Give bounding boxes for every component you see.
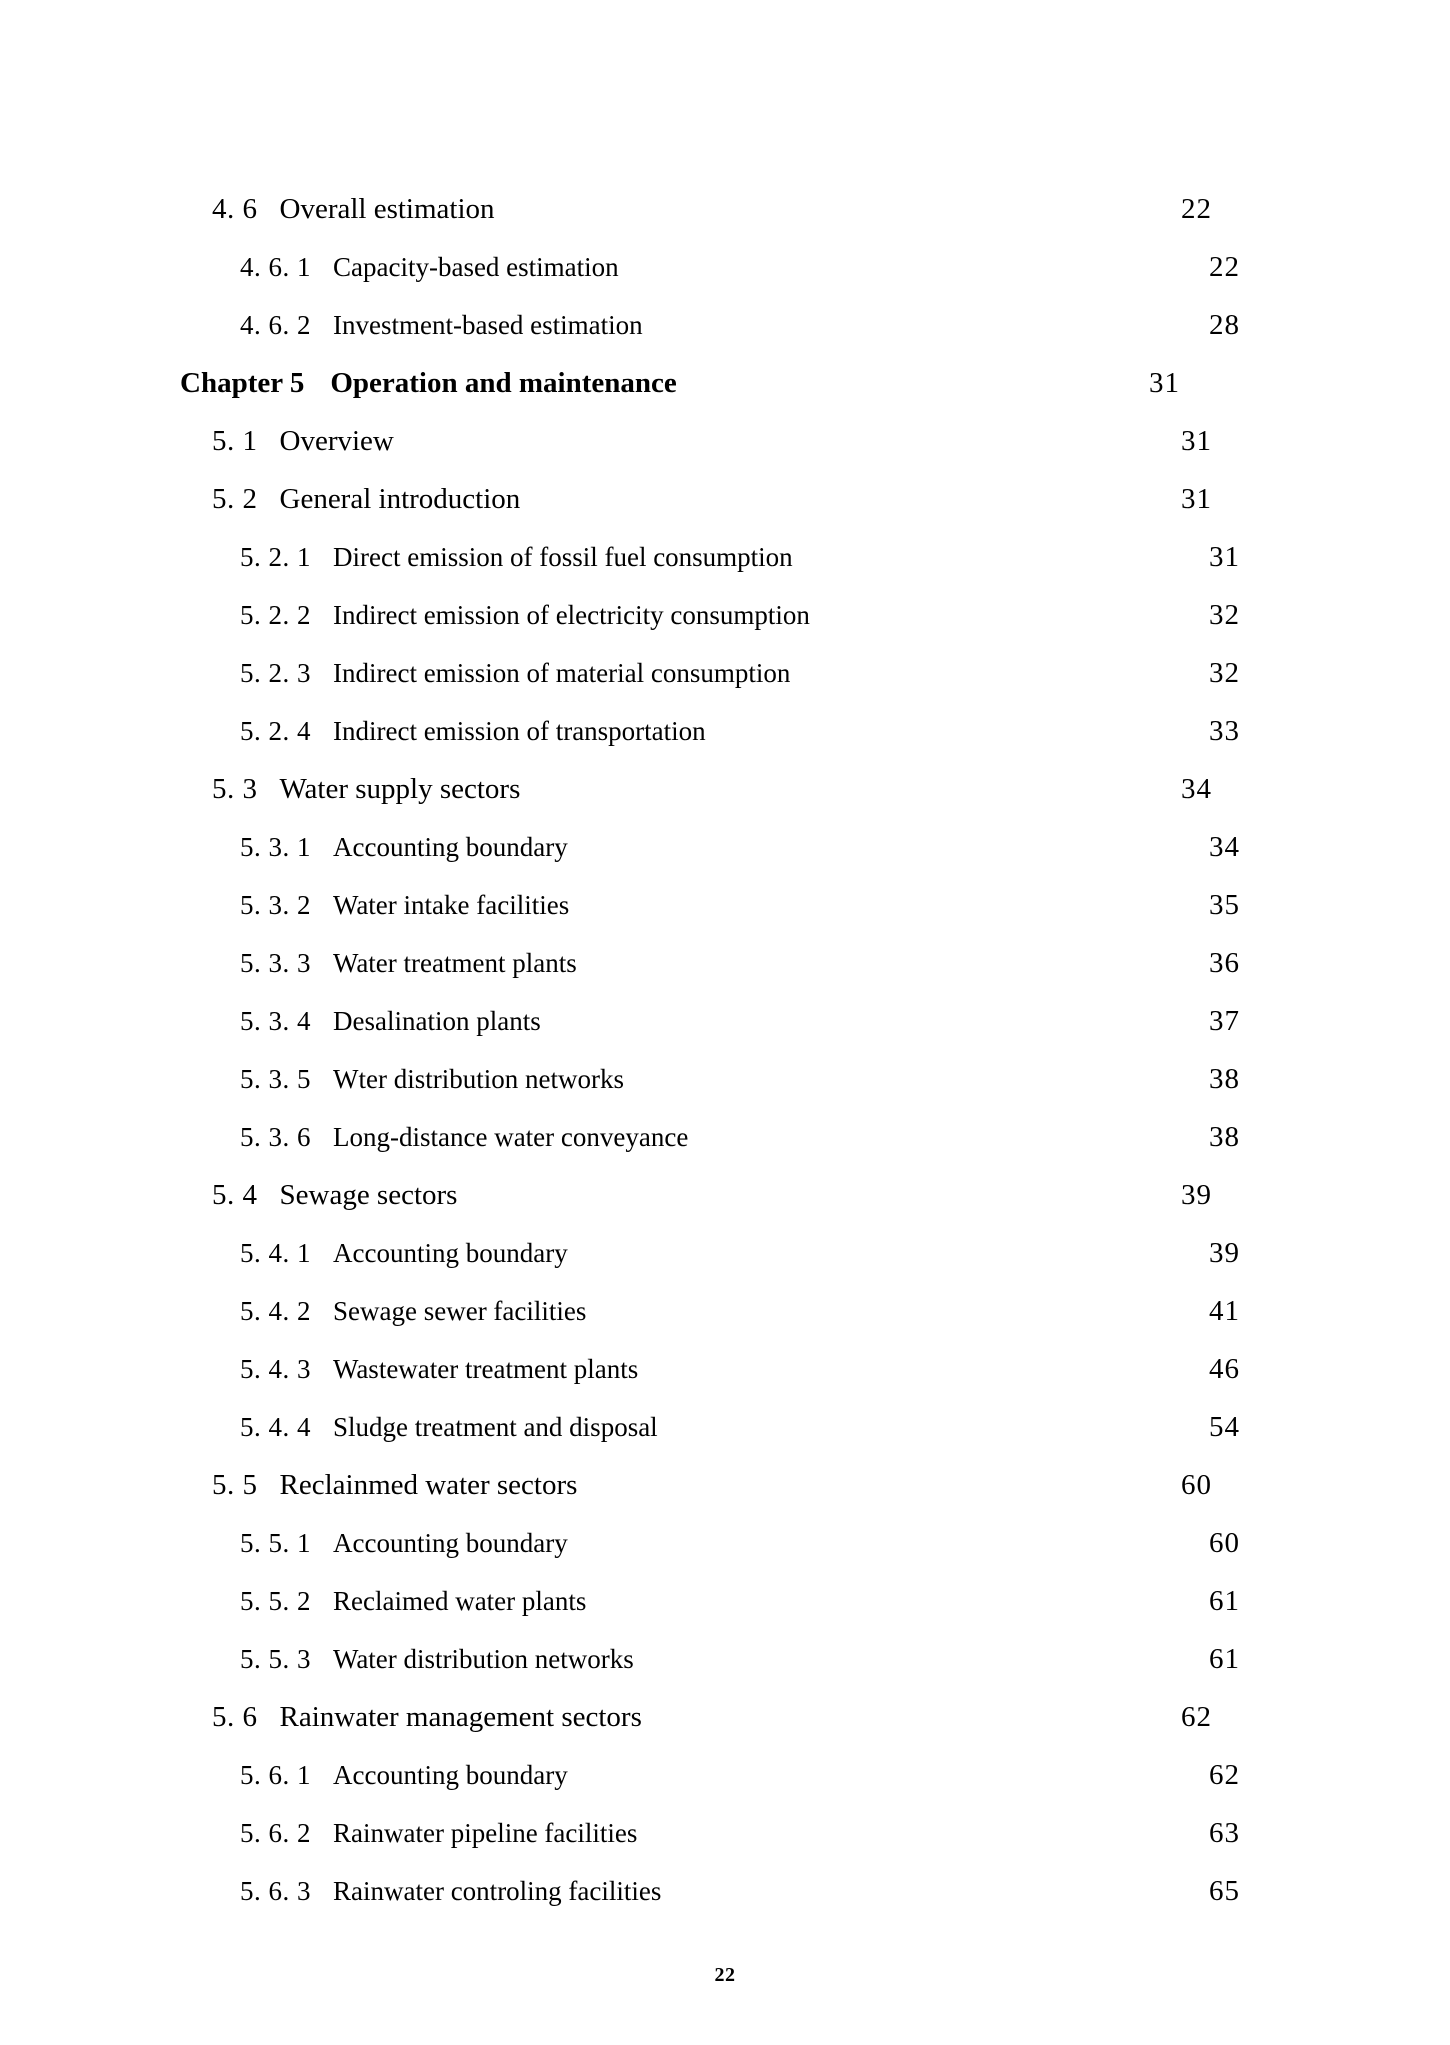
toc-entry-page-number: 37 xyxy=(1209,1005,1240,1037)
toc-entry-title: Reclaimed water plants xyxy=(333,1586,587,1616)
toc-dot-leader xyxy=(714,1119,1188,1146)
toc-entry[interactable] xyxy=(180,1804,1240,1862)
toc-dot-leader xyxy=(404,421,1160,450)
toc-entry-number: 5. 4 xyxy=(212,1179,258,1211)
toc-entry-title: Capacity-based estimation xyxy=(333,252,619,282)
toc-entry-title: Water supply sectors xyxy=(279,773,521,805)
toc-entry[interactable] xyxy=(180,1050,1240,1108)
toc-dot-leader xyxy=(578,1235,1188,1262)
toc-entry[interactable] xyxy=(180,1630,1240,1688)
toc-entry-page-number: 34 xyxy=(1209,831,1240,863)
toc-dot-leader xyxy=(521,189,1160,218)
toc-entry-title: General introduction xyxy=(279,483,521,515)
toc-entry-page-number: 39 xyxy=(1181,1179,1212,1211)
toc-dot-leader xyxy=(612,1583,1188,1610)
table-of-contents-list xyxy=(180,180,1240,1920)
toc-entry[interactable] xyxy=(180,1746,1240,1804)
toc-entry-page-number: 65 xyxy=(1209,1875,1240,1907)
toc-entry-page-number: 39 xyxy=(1209,1237,1240,1269)
toc-dot-leader xyxy=(650,1061,1188,1088)
toc-dot-leader xyxy=(732,713,1188,740)
toc-entry[interactable] xyxy=(180,1456,1212,1514)
toc-dot-leader xyxy=(687,1873,1188,1900)
toc-dot-leader xyxy=(567,1003,1188,1030)
toc-entry-page-number: 35 xyxy=(1209,889,1240,921)
toc-entry[interactable] xyxy=(180,1572,1240,1630)
toc-entry[interactable] xyxy=(180,586,1240,644)
toc-entry-number: 5. 5. 1 xyxy=(240,1528,311,1558)
toc-entry-title: Long-distance water conveyance xyxy=(333,1122,689,1152)
toc-entry[interactable] xyxy=(180,412,1212,470)
toc-dot-leader xyxy=(595,887,1188,914)
toc-entry-title: Operation and maintenance xyxy=(330,367,677,399)
toc-entry[interactable] xyxy=(180,470,1212,528)
toc-entry-title: Wter distribution networks xyxy=(333,1064,624,1094)
toc-dot-leader xyxy=(578,1757,1188,1784)
toc-entry-number: 5. 4. 3 xyxy=(240,1354,311,1384)
toc-dot-leader xyxy=(800,655,1188,682)
toc-dot-leader xyxy=(703,363,1128,392)
toc-entry-number: 5. 6. 3 xyxy=(240,1876,311,1906)
toc-entry-number: Chapter 5 xyxy=(180,367,305,399)
toc-entry-title: Rainwater controling facilities xyxy=(333,1876,662,1906)
toc-entry-title: Water distribution networks xyxy=(333,1644,634,1674)
toc-entry-title: Rainwater management sectors xyxy=(279,1701,642,1733)
toc-entry-number: 5. 2. 2 xyxy=(240,600,311,630)
toc-entry-number: 5. 3. 5 xyxy=(240,1064,311,1094)
toc-entry-page-number: 28 xyxy=(1209,309,1240,341)
toc-entry-number: 5. 3. 6 xyxy=(240,1122,311,1152)
toc-entry-title: Accounting boundary xyxy=(333,832,568,862)
toc-entry-page-number: 38 xyxy=(1209,1121,1240,1153)
toc-entry[interactable] xyxy=(180,1514,1240,1572)
toc-entry-number: 5. 4. 4 xyxy=(240,1412,311,1442)
toc-entry[interactable] xyxy=(180,1862,1240,1920)
toc-entry-title: Water intake facilities xyxy=(333,890,570,920)
toc-entry-page-number: 62 xyxy=(1181,1701,1212,1733)
toc-entry-number: 5. 3 xyxy=(212,773,258,805)
toc-dot-leader xyxy=(663,1815,1188,1842)
toc-dot-leader xyxy=(836,597,1188,624)
toc-entry-page-number: 60 xyxy=(1181,1469,1212,1501)
toc-entry-page-number: 46 xyxy=(1209,1353,1240,1385)
toc-dot-leader xyxy=(660,1641,1188,1668)
toc-entry-number: 5. 2. 4 xyxy=(240,716,311,746)
toc-entry-page-number: 31 xyxy=(1209,541,1240,573)
toc-entry-number: 4. 6 xyxy=(212,193,258,225)
toc-entry-page-number: 31 xyxy=(1149,367,1180,399)
toc-dot-leader xyxy=(578,829,1188,856)
toc-entry[interactable] xyxy=(180,296,1240,354)
toc-entry-number: 5. 6. 2 xyxy=(240,1818,311,1848)
toc-entry-title: Indirect emission of electricity consumption xyxy=(333,600,810,630)
toc-dot-leader xyxy=(483,1175,1160,1204)
toc-entry-number: 5. 2. 1 xyxy=(240,542,311,572)
toc-entry[interactable] xyxy=(180,876,1240,934)
toc-dot-leader xyxy=(603,1465,1160,1494)
toc-entry-title: Sludge treatment and disposal xyxy=(333,1412,658,1442)
toc-entry-number: 5. 6 xyxy=(212,1701,258,1733)
toc-entry-number: 5. 3. 3 xyxy=(240,948,311,978)
toc-entry-number: 5. 3. 4 xyxy=(240,1006,311,1036)
toc-entry-number: 5. 5. 3 xyxy=(240,1644,311,1674)
toc-entry-number: 5. 5. 2 xyxy=(240,1586,311,1616)
toc-entry-page-number: 63 xyxy=(1209,1817,1240,1849)
toc-entry-page-number: 54 xyxy=(1209,1411,1240,1443)
toc-entry-title: Direct emission of fossil fuel consumption xyxy=(333,542,793,572)
toc-entry[interactable] xyxy=(180,934,1240,992)
toc-entry-page-number: 33 xyxy=(1209,715,1240,747)
toc-entry[interactable] xyxy=(180,1398,1240,1456)
toc-entry[interactable] xyxy=(180,1282,1240,1340)
toc-entry-title: Investment-based estimation xyxy=(333,310,643,340)
toc-entry-page-number: 60 xyxy=(1209,1527,1240,1559)
toc-entry-number: 5. 2. 3 xyxy=(240,658,311,688)
toc-entry-number: 5. 4. 1 xyxy=(240,1238,311,1268)
toc-entry-title: Indirect emission of transportation xyxy=(333,716,706,746)
toc-entry-title: Accounting boundary xyxy=(333,1528,568,1558)
toc-entry[interactable] xyxy=(180,702,1240,760)
toc-entry-page-number: 62 xyxy=(1209,1759,1240,1791)
toc-dot-leader xyxy=(546,769,1160,798)
toc-entry-number: 4. 6. 2 xyxy=(240,310,311,340)
toc-entry-number: 5. 6. 1 xyxy=(240,1760,311,1790)
toc-entry-number: 5. 2 xyxy=(212,483,258,515)
toc-entry-page-number: 61 xyxy=(1209,1643,1240,1675)
toc-entry-title: Reclainmed water sectors xyxy=(279,1469,578,1501)
toc-entry-page-number: 22 xyxy=(1181,193,1212,225)
toc-dot-leader xyxy=(668,1697,1160,1726)
toc-dot-leader xyxy=(645,249,1188,276)
toc-entry-title: Overall estimation xyxy=(279,193,495,225)
toc-entry-number: 5. 5 xyxy=(212,1469,258,1501)
toc-entry[interactable] xyxy=(180,238,1240,296)
toc-entry-page-number: 38 xyxy=(1209,1063,1240,1095)
toc-entry-number: 4. 6. 1 xyxy=(240,252,311,282)
toc-entry[interactable] xyxy=(180,528,1240,586)
toc-dot-leader xyxy=(546,479,1160,508)
toc-dot-leader xyxy=(669,307,1188,334)
toc-entry[interactable] xyxy=(180,818,1240,876)
toc-entry[interactable] xyxy=(180,1166,1212,1224)
toc-entry[interactable] xyxy=(180,644,1240,702)
toc-entry-number: 5. 3. 1 xyxy=(240,832,311,862)
toc-entry-page-number: 36 xyxy=(1209,947,1240,979)
toc-entry-title: Rainwater pipeline facilities xyxy=(333,1818,638,1848)
toc-entry[interactable] xyxy=(180,1688,1212,1746)
toc-dot-leader xyxy=(684,1409,1188,1436)
toc-dot-leader xyxy=(587,945,1188,972)
toc-dot-leader xyxy=(578,1525,1188,1552)
toc-entry-title: Accounting boundary xyxy=(333,1238,568,1268)
toc-entry-title: Accounting boundary xyxy=(333,1760,568,1790)
toc-entry-number: 5. 4. 2 xyxy=(240,1296,311,1326)
toc-entry[interactable] xyxy=(180,760,1212,818)
toc-entry-page-number: 22 xyxy=(1209,251,1240,283)
toc-dot-leader xyxy=(819,539,1188,566)
toc-entry-title: Overview xyxy=(279,425,394,457)
toc-entry[interactable] xyxy=(180,1340,1240,1398)
toc-entry-page-number: 32 xyxy=(1209,599,1240,631)
toc-entry-page-number: 31 xyxy=(1181,425,1212,457)
toc-dot-leader xyxy=(612,1293,1188,1320)
page-number-footer: 22 xyxy=(714,1964,736,1986)
toc-entry-title: Indirect emission of material consumption xyxy=(333,658,791,688)
toc-entry[interactable] xyxy=(180,992,1240,1050)
toc-entry-page-number: 61 xyxy=(1209,1585,1240,1617)
toc-entry-page-number: 31 xyxy=(1181,483,1212,515)
toc-entry-page-number: 32 xyxy=(1209,657,1240,689)
toc-entry-page-number: 34 xyxy=(1181,773,1212,805)
toc-entry[interactable] xyxy=(180,180,1212,238)
toc-entry-title: Desalination plants xyxy=(333,1006,541,1036)
toc-entry-number: 5. 1 xyxy=(212,425,258,457)
toc-entry-title: Sewage sectors xyxy=(279,1179,458,1211)
toc-entry-title: Sewage sewer facilities xyxy=(333,1296,587,1326)
toc-entry[interactable] xyxy=(180,1224,1240,1282)
toc-entry[interactable] xyxy=(180,354,1180,412)
toc-entry[interactable] xyxy=(180,1108,1240,1166)
toc-entry-title: Wastewater treatment plants xyxy=(333,1354,639,1384)
toc-dot-leader xyxy=(648,1351,1188,1378)
toc-entry-title: Water treatment plants xyxy=(333,948,577,978)
toc-entry-page-number: 41 xyxy=(1209,1295,1240,1327)
toc-entry-number: 5. 3. 2 xyxy=(240,890,311,920)
